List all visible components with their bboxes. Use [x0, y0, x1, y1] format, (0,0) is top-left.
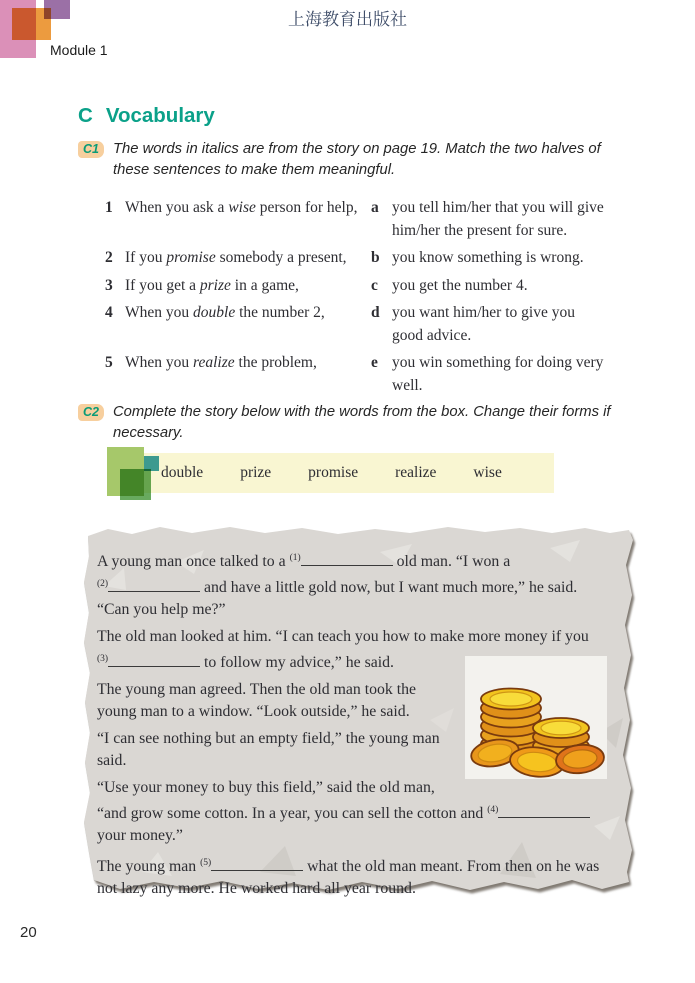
match-right-half [371, 302, 604, 347]
match-right-half [371, 275, 604, 298]
match-row [105, 247, 619, 270]
match-left-half [105, 275, 371, 298]
match-right-text: you win something for doing very well. [392, 354, 604, 394]
match-row [105, 352, 619, 397]
match-right-half [371, 197, 604, 242]
match-letter: d [371, 304, 380, 321]
story-paragraph: “Use your money to buy this field,” said the old man, “and grow some cotton. In a year, you can sell the cotton and $^{(4)}$ your money.” [97, 777, 607, 847]
story-paragraph: The old man looked at him. “I can teach you how to make more money if you $^{(3)}$ to follow my advice,” he said. [97, 628, 589, 671]
match-letter: e [371, 354, 378, 371]
match-right-text: you want him/her to give you good advice. [392, 304, 575, 344]
wordbox-word: wise [473, 464, 502, 481]
wordbox-word: double [161, 464, 204, 481]
story-paragraph: A young man once talked to a $^{(1)}$ old man. “I won a $^{(2)}$ and have a little gold now, but I want much more,” he said. “Can you help me?” [97, 553, 578, 618]
match-right-text: you tell him/her that you will give him/her the present for sure. [392, 199, 604, 239]
section-heading [78, 104, 619, 128]
deco-square-purple [44, 0, 70, 19]
matching-exercise [78, 197, 619, 397]
module-label: Module 1 [50, 42, 108, 58]
match-row [105, 275, 619, 298]
story-paragraph: “I can see nothing but an empty field,” the young man said. [97, 730, 440, 769]
story-text [80, 520, 644, 900]
match-letter: b [371, 249, 380, 266]
match-left-half [105, 302, 371, 347]
match-right-half [371, 352, 604, 397]
publisher-title: 上海教育出版社 [288, 10, 407, 29]
page-number: 20 [20, 924, 37, 941]
story-paragraph: The young man $^{(5)}$ what the old man meant. From then on he was not lazy any more. He worked hard all year round. [97, 858, 600, 897]
match-number: 4 [105, 304, 113, 321]
match-number: 2 [105, 249, 113, 266]
task-c1 [78, 139, 619, 181]
gold-coins-image [465, 656, 607, 779]
wordbox-words [161, 453, 502, 493]
match-number: 1 [105, 199, 113, 216]
match-left-half [105, 247, 371, 270]
c1-badge: C1 [78, 141, 104, 158]
wordbox-word: prize [240, 464, 272, 481]
match-left-text: When you ask a wise person for help, [125, 199, 358, 216]
fill-in-blank: (2) [97, 579, 200, 596]
gold-coins-illustration [465, 656, 607, 779]
section-letter: C [78, 104, 93, 127]
main-content [78, 104, 619, 493]
story-paper [80, 520, 644, 902]
match-left-half [105, 352, 371, 397]
fill-in-blank: (5) [200, 858, 303, 875]
wordbox-deco-square-teal [144, 456, 159, 471]
word-box [107, 453, 554, 493]
corner-decoration [0, 0, 80, 70]
match-right-text: you get the number 4. [392, 276, 528, 294]
task-c2 [78, 402, 619, 444]
match-number: 5 [105, 354, 113, 371]
section-title: Vocabulary [105, 104, 215, 127]
match-left-half [105, 197, 371, 242]
wordbox-word: realize [395, 464, 437, 481]
match-left-text: When you double the number 2, [125, 304, 325, 321]
match-letter: a [371, 199, 379, 216]
match-left-text: If you promise somebody a present, [125, 249, 347, 266]
c1-instruction: The words in italics are from the story on page 19. Match the two halves of these sentences to make them meaningful. [112, 141, 601, 178]
wordbox-deco-square-darkgreen [120, 469, 151, 500]
match-left-text: When you realize the problem, [125, 354, 317, 371]
match-right-text: you know something is wrong. [392, 249, 584, 266]
match-row [105, 302, 619, 347]
match-row [105, 197, 619, 242]
match-right-half [371, 247, 604, 270]
match-letter: c [371, 276, 378, 294]
fill-in-blank: (4) [487, 805, 590, 822]
fill-in-blank: (3) [97, 654, 200, 671]
fill-in-blank: (1) [290, 553, 393, 570]
story-paragraph: The young man agreed. Then the old man took the young man to a window. “Look outside,” he said. [97, 679, 607, 723]
wordbox-word: promise [308, 464, 359, 481]
match-number: 3 [105, 276, 113, 294]
c2-instruction: Complete the story below with the words from the box. Change their forms if necessary. [112, 404, 611, 441]
c2-badge: C2 [78, 404, 104, 421]
match-left-text: If you get a prize in a game, [125, 276, 299, 294]
